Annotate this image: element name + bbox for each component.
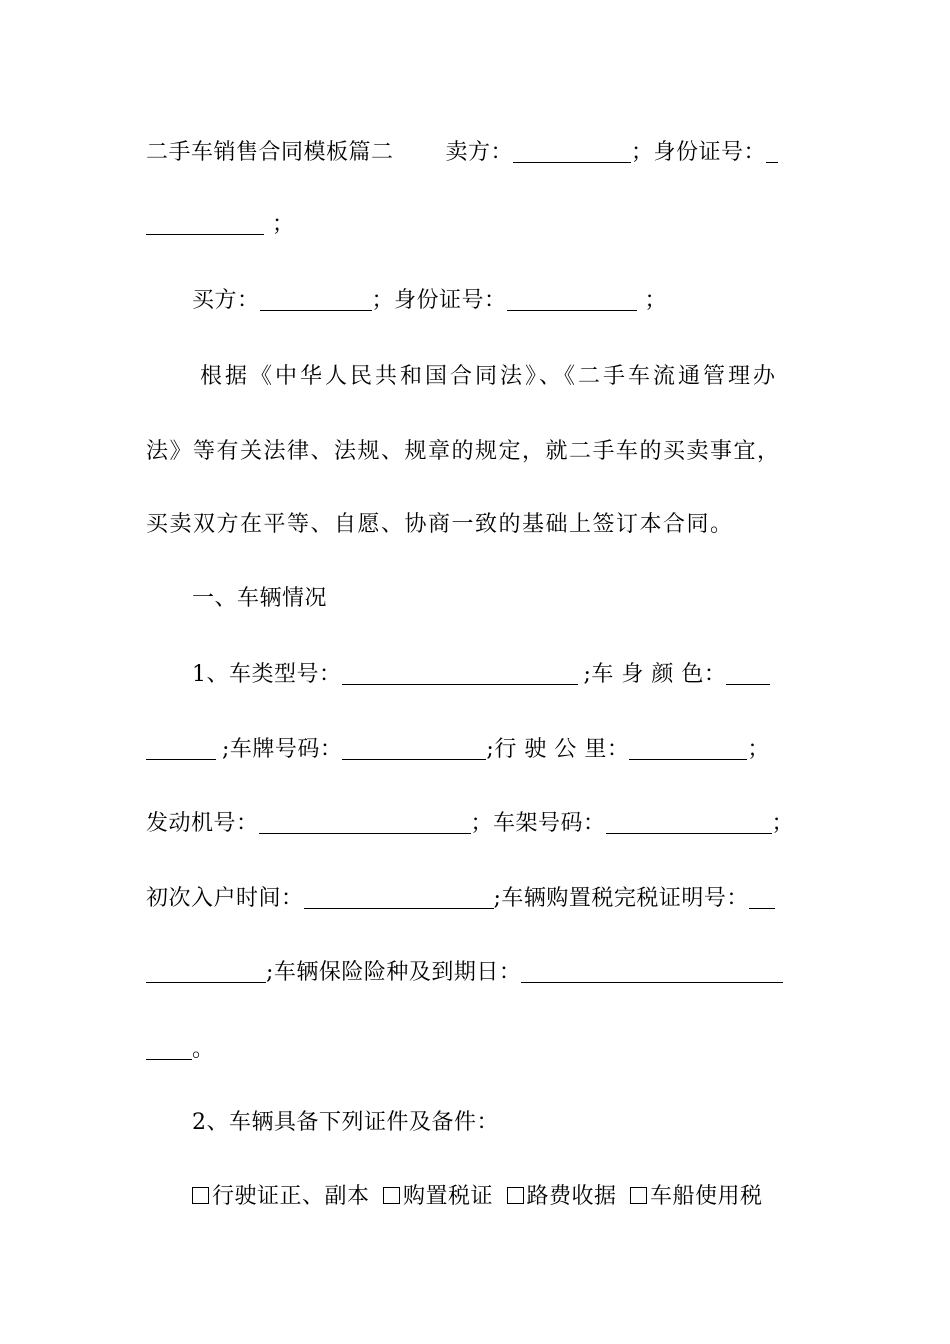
seller-id-blank[interactable] <box>146 212 264 235</box>
line-documents-heading: 2、车辆具备下列证件及备件： <box>192 1110 499 1135</box>
line-buyer: 买方： ；身份证号： ； <box>192 288 668 313</box>
insurance-blank[interactable] <box>521 960 783 983</box>
paragraph-line-2: 法》等有关法律、法规、规章的规定，就二手车的买卖事宜， <box>146 439 781 464</box>
section-heading-vehicle: 一、车辆情况 <box>192 586 328 611</box>
line-plate-mileage: ;车牌号码： ;行 驶 公 里： ； <box>146 735 806 765</box>
checkbox-icon[interactable] <box>507 1187 524 1204</box>
checkbox-icon[interactable] <box>383 1187 400 1204</box>
checkbox-icon[interactable] <box>192 1187 209 1204</box>
frame-number-blank[interactable] <box>606 811 772 834</box>
body-color-blank[interactable] <box>146 737 216 760</box>
buyer-id-blank[interactable] <box>507 288 637 311</box>
insurance-blank-end[interactable] <box>146 1037 192 1060</box>
tax-certificate-blank-start[interactable] <box>749 886 775 909</box>
seller-id-blank-start[interactable] <box>766 140 778 163</box>
seller-label: 卖方： <box>445 140 514 165</box>
first-registration-blank[interactable] <box>304 886 494 909</box>
line-title-seller: 二手车销售合同模板篇二 卖方： ；身份证号： <box>146 138 806 168</box>
line-insurance: ;车辆保险险种及到期日： <box>146 958 806 988</box>
buyer-id-label: 身份证号： <box>394 288 507 313</box>
paragraph-line-1: 根据《中华人民共和国合同法》、《二手车流通管理办 <box>200 364 779 389</box>
seller-name-blank[interactable] <box>513 140 631 163</box>
seller-id-label: 身份证号： <box>653 140 767 165</box>
engine-number-blank[interactable] <box>259 811 471 834</box>
line-insurance-end: 。 <box>146 1035 806 1065</box>
body-color-blank-start[interactable] <box>726 662 770 685</box>
checkbox-icon[interactable] <box>630 1187 647 1204</box>
line-seller-id: ； <box>146 210 806 240</box>
line-engine-frame: 发动机号： ；车架号码： ； <box>146 811 795 836</box>
vehicle-model-blank[interactable] <box>342 662 578 685</box>
paragraph-line-3: 买卖双方在平等、自愿、协商一致的基础上签订本合同。 <box>146 512 734 537</box>
buyer-name-blank[interactable] <box>260 288 372 311</box>
document-title: 二手车销售合同模板篇二 <box>146 140 394 165</box>
line-document-checklist: 行驶证正、副本 购置税证 路费收据 车船使用税 <box>192 1182 852 1212</box>
mileage-blank[interactable] <box>629 737 747 760</box>
line-vehicle-model: 1、车类型号： ;车 身 颜 色： <box>192 660 852 690</box>
plate-number-blank[interactable] <box>342 737 486 760</box>
buyer-label: 买方： <box>192 288 260 313</box>
tax-certificate-blank[interactable] <box>146 960 266 983</box>
line-first-registration: 初次入户时间： ;车辆购置税完税证明号： <box>146 884 806 914</box>
